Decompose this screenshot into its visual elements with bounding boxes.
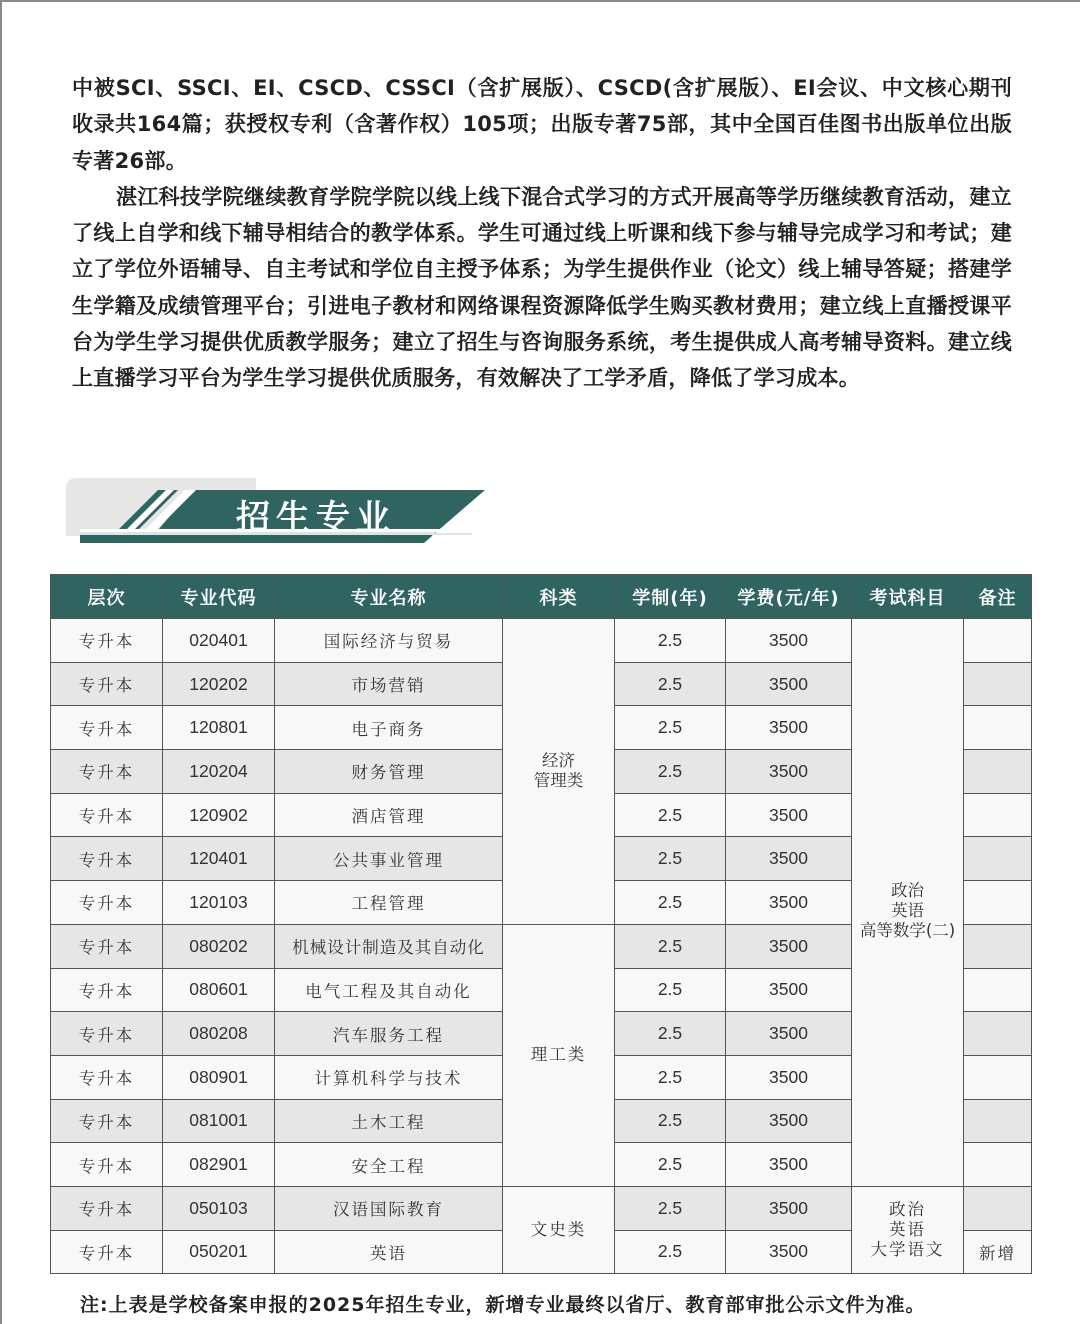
cell-years: 2.5 <box>615 1055 726 1099</box>
header-category: 科类 <box>503 575 615 619</box>
cell-name: 土木工程 <box>275 1099 503 1143</box>
cell-level: 专升本 <box>51 1012 163 1056</box>
header-fee: 学费(元/年) <box>726 575 852 619</box>
cell-code: 082901 <box>163 1143 275 1187</box>
cell-code: 080208 <box>163 1012 275 1056</box>
cell-level: 专升本 <box>51 924 163 968</box>
cell-code: 080202 <box>163 924 275 968</box>
intro-paragraph-1: 中被SCI、SSCI、EI、CSCD、CSSCI（含扩展版）、CSCD(含扩展版）、EI会议、中文核心期刊收录共164篇；获授权专利（含著作权）105项；出版专著75部，其中全国百佳图书出版单位出版专著26部。 <box>72 76 1012 173</box>
exam-line: 政治 <box>891 881 924 901</box>
exam-line: 高等数学(二) <box>859 921 956 941</box>
majors-table-container <box>50 574 1031 1274</box>
cell-name: 安全工程 <box>275 1143 503 1187</box>
cell-code: 120902 <box>163 793 275 837</box>
cell-remark <box>964 924 1032 968</box>
cell-category-sci-eng <box>503 924 615 1186</box>
cell-level: 专升本 <box>51 1186 163 1230</box>
cell-code: 050103 <box>163 1186 275 1230</box>
cell-years: 2.5 <box>615 706 726 750</box>
cell-name: 工程管理 <box>275 881 503 925</box>
cell-name: 酒店管理 <box>275 793 503 837</box>
category-line: 经济 <box>542 751 575 771</box>
header-level: 层次 <box>51 575 163 619</box>
cell-remark <box>964 1143 1032 1187</box>
exam-line: 政治 <box>889 1200 926 1220</box>
cell-years: 2.5 <box>615 1186 726 1230</box>
cell-code: 050201 <box>163 1230 275 1274</box>
cell-remark <box>964 837 1032 881</box>
cell-years: 2.5 <box>615 1099 726 1143</box>
table-header-row <box>51 575 1032 619</box>
cell-remark <box>964 793 1032 837</box>
cell-years: 2.5 <box>615 1230 726 1274</box>
cell-years: 2.5 <box>615 881 726 925</box>
cell-name: 机械设计制造及其自动化 <box>275 924 503 968</box>
section-banner <box>62 474 492 550</box>
cell-years: 2.5 <box>615 968 726 1012</box>
cell-level: 专升本 <box>51 706 163 750</box>
cell-level: 专升本 <box>51 1099 163 1143</box>
cell-remark-new: 新增 <box>964 1230 1032 1274</box>
cell-code: 080601 <box>163 968 275 1012</box>
cell-fee: 3500 <box>726 706 852 750</box>
cell-level: 专升本 <box>51 837 163 881</box>
cell-fee: 3500 <box>726 837 852 881</box>
cell-level: 专升本 <box>51 1055 163 1099</box>
header-code: 专业代码 <box>163 575 275 619</box>
table-row <box>51 1186 1032 1230</box>
cell-years: 2.5 <box>615 662 726 706</box>
header-remark: 备注 <box>964 575 1032 619</box>
cell-fee: 3500 <box>726 619 852 663</box>
cell-remark <box>964 619 1032 663</box>
header-name: 专业名称 <box>275 575 503 619</box>
cell-name: 计算机科学与技术 <box>275 1055 503 1099</box>
cell-remark <box>964 1012 1032 1056</box>
cell-fee: 3500 <box>726 1143 852 1187</box>
cell-level: 专升本 <box>51 750 163 794</box>
intro-text <box>72 70 1012 397</box>
cell-name: 公共事业管理 <box>275 837 503 881</box>
cell-level: 专升本 <box>51 793 163 837</box>
intro-paragraph-2: 湛江科技学院继续教育学院学院以线上线下混合式学习的方式开展高等学历继续教育活动，建立了线上自学和线下辅导相结合的教学体系。学生可通过线上听课和线下参与辅导完成学习和考试；建立了学位外语辅导、自主考试和学位自主授予体系；为学生提供作业（论文）线上辅导答疑；搭建学生学籍及成绩管理平台；引进电子教材和网络课程资源降低学生购买教材费用；建立线上直播授课平台为学生学习提供优质教学服务；建立了招生与咨询服务系统，考生提供成人高考辅导资料。建立线上直播学习平台为学生学习提供优质服务，有效解决了工学矛盾，降低了学习成本。 <box>72 184 1012 391</box>
exam-line: 英语 <box>891 901 924 921</box>
cell-code: 120204 <box>163 750 275 794</box>
majors-table <box>50 574 1032 1274</box>
cell-years: 2.5 <box>615 837 726 881</box>
cell-name: 英语 <box>275 1230 503 1274</box>
cell-fee: 3500 <box>726 1055 852 1099</box>
cell-code: 080901 <box>163 1055 275 1099</box>
cell-years: 2.5 <box>615 619 726 663</box>
cell-years: 2.5 <box>615 1012 726 1056</box>
cell-level: 专升本 <box>51 1230 163 1274</box>
table-row <box>51 619 1032 663</box>
cell-code: 120401 <box>163 837 275 881</box>
header-years: 学制(年) <box>615 575 726 619</box>
cell-years: 2.5 <box>615 924 726 968</box>
cell-fee: 3500 <box>726 1099 852 1143</box>
category-line: 文史类 <box>530 1220 587 1240</box>
exam-line: 大学语文 <box>870 1240 945 1260</box>
cell-code: 020401 <box>163 619 275 663</box>
cell-fee: 3500 <box>726 924 852 968</box>
cell-level: 专升本 <box>51 881 163 925</box>
cell-exam-subjects-1 <box>852 619 964 1187</box>
cell-fee: 3500 <box>726 1230 852 1274</box>
cell-fee: 3500 <box>726 1012 852 1056</box>
cell-fee: 3500 <box>726 750 852 794</box>
cell-name: 国际经济与贸易 <box>275 619 503 663</box>
cell-remark <box>964 881 1032 925</box>
cell-years: 2.5 <box>615 793 726 837</box>
header-exam: 考试科目 <box>852 575 964 619</box>
cell-category-econ <box>503 619 615 925</box>
category-line: 理工类 <box>530 1045 587 1065</box>
cell-code: 120801 <box>163 706 275 750</box>
cell-fee: 3500 <box>726 662 852 706</box>
section-title: 招生专业 <box>236 498 396 538</box>
cell-remark <box>964 1099 1032 1143</box>
cell-years: 2.5 <box>615 1143 726 1187</box>
cell-remark <box>964 1186 1032 1230</box>
exam-line: 英语 <box>889 1220 926 1240</box>
cell-code: 120202 <box>163 662 275 706</box>
cell-fee: 3500 <box>726 968 852 1012</box>
cell-name: 市场营销 <box>275 662 503 706</box>
cell-remark <box>964 1055 1032 1099</box>
table-footnote: 注:上表是学校备案申报的2025年招生专业，新增专业最终以省厅、教育部审批公示文件为准。 <box>80 1294 926 1316</box>
cell-name: 电气工程及其自动化 <box>275 968 503 1012</box>
cell-fee: 3500 <box>726 793 852 837</box>
cell-level: 专升本 <box>51 968 163 1012</box>
cell-code: 081001 <box>163 1099 275 1143</box>
cell-name: 汽车服务工程 <box>275 1012 503 1056</box>
cell-fee: 3500 <box>726 881 852 925</box>
cell-remark <box>964 706 1032 750</box>
cell-name: 电子商务 <box>275 706 503 750</box>
cell-remark <box>964 968 1032 1012</box>
cell-exam-subjects-2 <box>852 1186 964 1273</box>
cell-code: 120103 <box>163 881 275 925</box>
cell-years: 2.5 <box>615 750 726 794</box>
cell-fee: 3500 <box>726 1186 852 1230</box>
cell-remark <box>964 750 1032 794</box>
cell-level: 专升本 <box>51 619 163 663</box>
cell-name: 汉语国际教育 <box>275 1186 503 1230</box>
category-line: 管理类 <box>533 771 584 791</box>
cell-name: 财务管理 <box>275 750 503 794</box>
cell-level: 专升本 <box>51 662 163 706</box>
cell-level: 专升本 <box>51 1143 163 1187</box>
cell-remark <box>964 662 1032 706</box>
cell-category-liberal-arts <box>503 1186 615 1273</box>
